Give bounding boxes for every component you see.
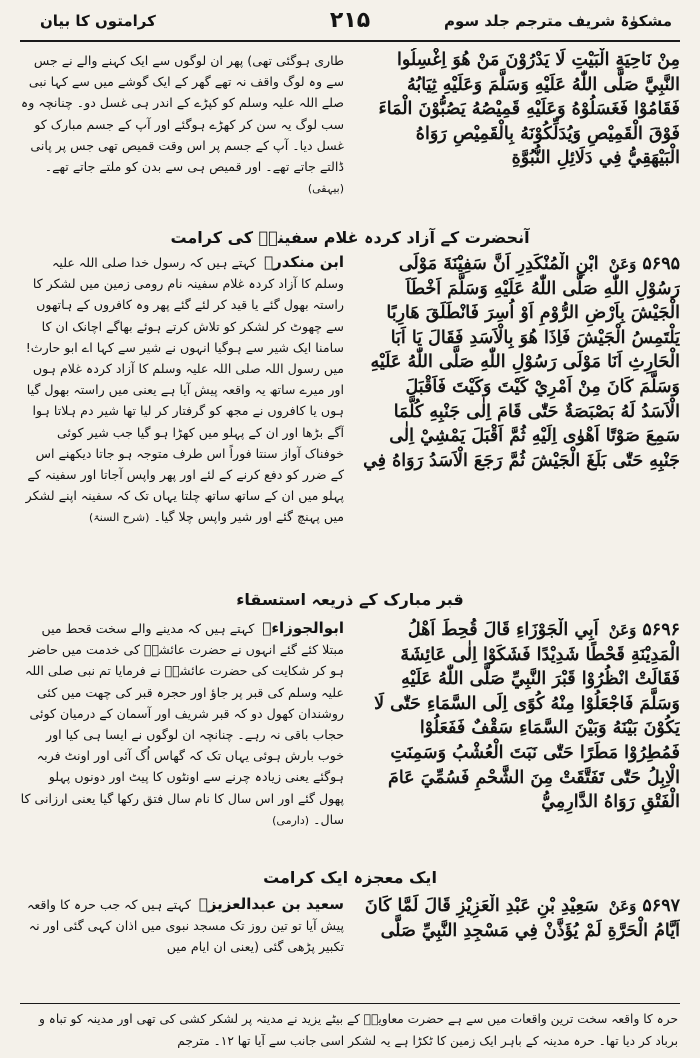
footnote bbox=[22, 1008, 678, 1052]
page-header bbox=[20, 6, 680, 40]
arabic-text-4: ۵۶۹۷وَعَنْ سَعِيْدِ بْنِ عَبْدِ الْعَزِيْزِ قَالَ لَمَّا كَانَ اَيَّامُ الْحَرَّةِ لَمْ يُؤَذَّنْ فِي مَسْجِدِ النَّبِيِّ صَلَّى bbox=[364, 896, 680, 941]
section-heading-3: ایک معجزہ ایک کرامت bbox=[263, 868, 437, 887]
hadith-lead-3: وَعَنْ bbox=[608, 621, 637, 639]
reference-3: (دارمی) bbox=[272, 813, 310, 827]
urdu-translation-1: طاری ہوگئی تھی) پھر ان لوگوں سے ایک کہنے والے نے جس سے وہ لوگ واقف نہ تھے گھر کے ایک گوشے میں سے کہا نبی صلے اللہ علیہ وسلم کو کپڑے کے اندر ہی غسل دو۔ چنانچہ وہ سب لوگ یہ سن کر کھڑے ہوگئے اور آپ کے جسم مبارک کو غسل دیا۔ آپ کے جسم پر اس وقت قمیص تھی جس پر پانی ڈالتے جاتے تھے۔ اور قمیص ہی سے بدن کو ملتے جاتے تھے۔ (بیہقی) bbox=[20, 53, 344, 196]
arabic-text-3: ۵۶۹۶وَعَنْ اَبِي الْجَوْزَاءِ قَالَ قُحِطَ اَهْلُ الْمَدِيْنَةِ قَحْطًا شَدِيْدًا فَشَكَوْا اِلٰى عَائِشَةَ فَقَالَتْ انْظُرُوْا قَبْرَ النَّبِيِّ صَلَّى اللّٰهُ عَلَيْهِ وَسَلَّمَ فَاجْعَلُوْا مِنْهُ كُوًى اِلَى السَّمَاءِ حَتّٰى لَا يَكُوْنَ بَيْنَهُ وَبَيْنَ السَّمَاءِ سَقْفٌ فَفَعَلُوْا فَمُطِرُوْا مَطَرًا حَتّٰى نَبَتَ الْعُشْبُ وَسَمِنَتِ الْاِبِلُ حَتّٰى تَفَتَّقَتْ مِنَ الشَّحْمِ فَسُمِّيَ عَامَ الْفَتْقِ رَوَاهُ الدَّارِمِيُّ bbox=[374, 620, 680, 813]
reference-1: (بیہقی) bbox=[307, 182, 344, 196]
urdu-translation-2: ابن منکدرؒ کہتے ہیں کہ رسول خدا صلی اللہ علیہ وسلم کا آزاد کردہ غلام سفینہ نام رومی زمین میں لشکر کا راستہ بھول گئے یا قید کر لئے گئے پھر وہ کافروں کے ہاتھوں سے چھوٹ کر لشکر کو تلاش کرتے ہوئے بھاگے اچانک ان کا سامنا ایک شیر سے ہوگیا انہوں نے شیر سے کہا اے ابو حارث! میں رسول اللہ صلی اللہ علیہ وسلم کا آزاد کردہ غلام ہوں اور میرے ساتھ یہ واقعہ پیش آیا ہے یعنی میں راستہ بھول گیا ہوں یا کافروں نے مجھ کو گرفتار کر لیا تھا شیر دم ہلاتا ہوا آگے بڑھا اور ان کے پہلو میں کھڑا ہو گیا جب شیر کوئی خوفناک آواز سنتا فوراً اس طرف متوجہ ہو جاتا دیکھنے اس کے ضرر کو دفع کرنے کے لئے اور پھر واپس آجاتا اور سفینہ کے پہلو میں ان کے ساتھ ساتھ چلتا یہاں تک کہ سفینہ اپنے لشکر میں پہنچ گئے اور شیر واپس چلا گیا۔ (شرح السنۃ) bbox=[25, 253, 344, 525]
hadith-number-4: ۵۶۹۷ bbox=[642, 896, 680, 916]
arabic-text-1: مِنْ نَاحِيَةِ الْبَيْتِ لَا يَدْرُوْنَ مَنْ هُوَ اِغْسِلُوا النَّبِيَّ صَلَّى اللّٰهُ عَلَيْهِ وَسَلَّمَ وَعَلَيْهِ ثِيَابُهُ فَقَامُوْا فَغَسَلُوْهُ وَعَلَيْهِ قَمِيْصُهُ يَصُبُّوْنَ الْمَاءَ فَوْقَ الْقَمِيْصِ وَيُدَلِّكُوْنَهُ بِالْقَمِيْصِ رَوَاهُ الْبَيْهَقِيُّ فِي دَلَائِلِ النُّبُوَّةِ bbox=[378, 50, 680, 169]
footnote-divider bbox=[20, 1003, 680, 1004]
page-number: ۲۱۵ bbox=[329, 8, 371, 33]
hadith-number-2: ۵۶۹۵ bbox=[642, 254, 680, 274]
urdu-translation-4: سعید بن عبدالعزیزؒ کہتے ہیں کہ جب حرہ کا واقعہ پیش آیا تو تین روز تک مسجد نبوی میں اذان کہی گئی اور نہ تکبیر پڑھی گئی (یعنی ان ایام میں bbox=[26, 895, 344, 955]
section-heading-1: آنحضرت کے آزاد کردہ غلام سفینہؓ کی کرامت bbox=[170, 228, 530, 247]
narrator-4: سعید بن عبدالعزیزؒ bbox=[198, 895, 344, 913]
arabic-text-2: ۵۶۹۵وَعَنْ ابْنِ الْمُنْكَدِرِ اَنَّ سَفِيْنَةَ مَوْلَى رَسُوْلِ اللّٰهِ صَلَّى اللّٰهُ عَلَيْهِ وَسَلَّمَ اَخْطَاَ الْجَيْشَ بِاَرْضِ الرُّوْمِ اَوْ اُسِرَ فَانْطَلَقَ هَارِبًا يَلْتَمِسُ الْجَيْشَ فَاِذَا هُوَ بِالْاَسَدِ فَقَالَ يَا اَبَا الْحَارِثِ اَنَا مَوْلَى رَسُوْلِ اللّٰهِ صَلَّى اللّٰهُ عَلَيْهِ وَسَلَّمَ كَانَ مِنْ اَمْرِيْ كَيْتَ وَكَيْتَ فَاَقْبَلَ الْاَسَدُ لَهُ بَصْبَصَةٌ حَتّٰى قَامَ اِلٰى جَنْبِهِ كُلَّمَا سَمِعَ صَوْتًا اَهْوٰى اِلَيْهِ ثُمَّ اَقْبَلَ يَمْشِيْ اِلٰى جَنْبِهِ حَتّٰى بَلَغَ الْجَيْشَ ثُمَّ رَجَعَ الْاَسَدُ رَوَاهُ فِي bbox=[363, 254, 680, 471]
hadith-lead-2: وَعَنْ bbox=[608, 255, 637, 273]
book-title: مشکوٰۃ شریف مترجم جلد سوم bbox=[444, 12, 672, 30]
reference-2: (شرح السنۃ) bbox=[88, 511, 150, 525]
narrator-2: ابن منکدرؒ bbox=[264, 253, 344, 271]
hadith-lead-4: وَعَنْ bbox=[608, 897, 637, 915]
narrator-3: ابوالجوزاءؒ bbox=[262, 619, 344, 637]
hadith-number-3: ۵۶۹۶ bbox=[642, 620, 680, 640]
section-heading-2: قبر مبارک کے ذریعہ استسقاء bbox=[236, 590, 464, 609]
footnote-text: حرہ کا واقعہ سخت ترین واقعات میں سے ہے حضرت معاویہؓ کے بیٹے یزید نے مدینہ پر لشکر کشی کی تھی اور مدینہ کو تباہ و برباد کر دیا تھا۔ حرہ مدینہ کے باہر ایک زمین کا ٹکڑا ہے یہ لشکر اسی جانب سے آیا تھا ۱۲۔ مترجم bbox=[38, 1012, 678, 1048]
header-divider bbox=[20, 40, 680, 42]
urdu-translation-3: ابوالجوزاءؒ کہتے ہیں کہ مدینے والے سخت قحط میں مبتلا کئے گئے انہوں نے حضرت عائشہؓ کی خدمت میں حاضر ہو کر شکایت کی حضرت عائشہؓ نے فرمایا تم نبی صلی اللہ علیہ وسلم کی قبر پر جاؤ اور حجرہ قبر کی چھت میں کئی روشندان کھول دو کہ قبر شریف اور آسمان کے درمیان کوئی حجاب باقی نہ رہے۔ چنانچہ ان لوگوں نے ایسا ہی کیا اور خوب بارش ہوئی یہاں تک کہ گھاس اُگ آئی اور اونٹ فربہ ہوگئے یعنی زیادہ چرنے سے اونٹوں کا پیٹ اور دونوں پہلو پھول گئے اور اس سال کا نام سال فتق رکھا گیا یعنی ارزانی کا سال۔ (دارمی) bbox=[20, 619, 344, 827]
chapter-title: کرامتوں کا بیان bbox=[40, 12, 156, 30]
